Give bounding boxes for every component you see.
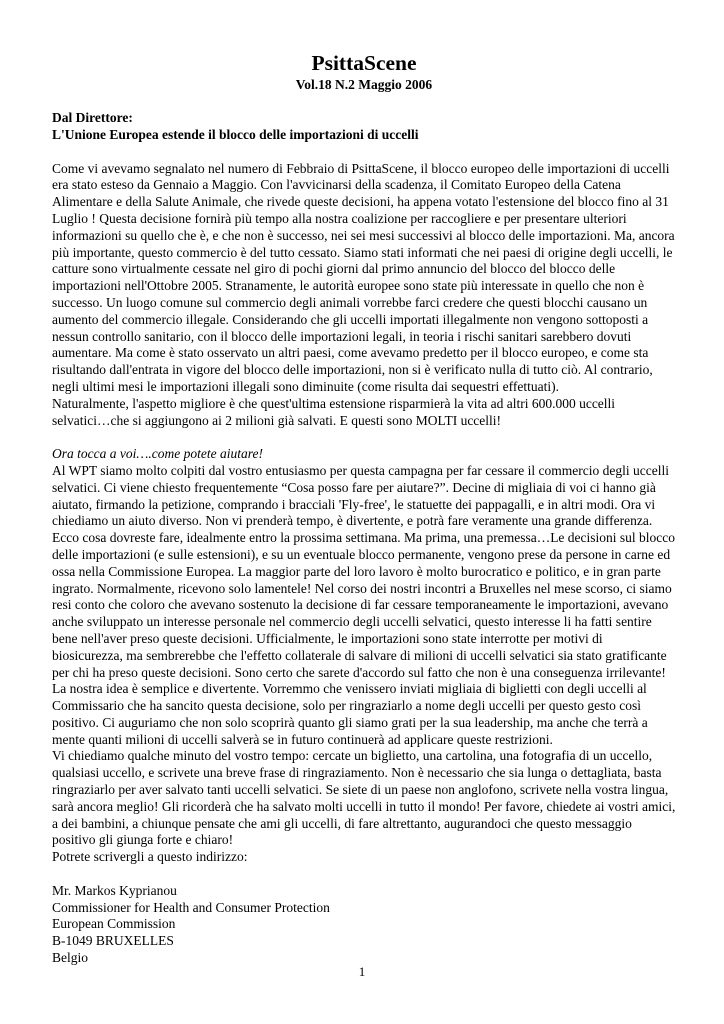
- address-line: Mr. Markos Kyprianou: [52, 882, 177, 898]
- address-line: B-1049 BRUXELLES: [52, 933, 174, 949]
- body-paragraph: Potrete scrivergli a questo indirizzo:: [52, 849, 248, 865]
- publication-title: PsittaScene: [311, 51, 417, 75]
- mailing-address: [52, 883, 676, 967]
- body-paragraph: Come vi avevamo segnalato nel numero di Febbraio di PsittaScene, il blocco europeo delle importazioni di uccelli era stato esteso da Gennaio a Maggio. Con l'avvicinarsi della scadenza, il Comitato Europeo della Catena Alimentare e della Salute Animale, che rivede queste decisioni, ha appena votato l'estensione del blocco fino al 31 Luglio ! Questa decisione fornirà più tempo alla nostra coalizione per raccogliere e per presentare ulteriori informazioni su quello che è, e che non è successo, nei sei mesi successivi al blocco delle importazioni. Ma, ancora più importante, questo commercio è del tutto cessato. Siamo stati informati che nei paesi di origine degli uccelli, le catture sono virtualmente cessate nel giro di pochi giorni dal primo annuncio del blocco del blocco delle importazioni nell'Ottobre 2005. Stranamente, le autorità europee sono state più interessate in quello che non è successo. Un luogo comune sul commercio degli animali vorrebbe farci credere che questi blocchi causano un aumento del commercio illegale. Considerando che gli uccelli importati illegalmente non vengono sottoposti a nessun controllo sanitario, con il blocco delle importazioni legali, in teoria i rischi sanitari sarebbero dovuti aumentare. Ma come è stato osservato un altri paesi, come avevamo predetto per il blocco europeo, e come sta risultando dall'entrata in vigore del blocco delle importazioni, non si è verificato nulla di tutto ciò. Al contrario, negli ultimi mesi le importazioni illegali sono diminuite (come risulta dai sequestri effettuati).: [52, 160, 675, 394]
- address-line: Commissioner for Health and Consumer Protection: [52, 899, 330, 915]
- document-page: [52, 50, 676, 967]
- body-paragraph: Vi chiediamo qualche minuto del vostro tempo: cercate un biglietto, una cartolina, una fotografia di un uccello, qualsiasi uccello, e scrivete una breve frase di ringraziamento. Non è necessario che sia lunga o dettagliata, basta ringraziarlo per aver salvato tanti uccelli selvatici. Se siete di un paese non anglofono, scrivete nella vostra lingua, sarà ancora meglio! Gli ricorderà che ha salvato molti uccelli in tutto il mondo! Per favore, chiedete ai vostri amici, a dei bambini, a chiunque pensate che ami gli uccelli, di fare altrettanto, augurandoci che questo messaggio positivo gli giunga forte e chiaro!: [52, 748, 676, 848]
- body-paragraph: Al WPT siamo molto colpiti dal vostro entusiasmo per questa campagna per far cessare il commercio degli uccelli selvatici. Ci viene chiesto frequentemente “Cosa posso fare per aiutare?”. Decine di migliaia di voi ci hanno già aiutato, firmando la petizione, comprando i bracciali 'Fly-free', le statuette dei pappagalli, e in altri modi. Ora vi chiediamo un aiuto diverso. Non vi prenderà tempo, è divertente, e potrà fare veramente una grande differenza. Ecco cosa dovreste fare, idealmente entro la prossima settimana. Ma prima, una premessa…Le decisioni sul blocco delle importazioni (e sulle estensioni), e su un eventuale blocco permanente, vengono prese da persone in carne ed ossa nella Commissione Europea. La maggior parte del loro lavoro è molto burocratico e politico, e in gran parte ingrato. Normalmente, ricevono solo lamentele! Nel corso dei nostri incontri a Bruxelles nel mese scorso, ci siamo resi conto che coloro che avevano sostenuto la decisione di far cessare temporaneamente le importazioni, avevano anche sviluppato un interesse personale nel commercio degli uccelli selvatici, questo interesse li ha fatti sentire bene nell'aver preso queste decisioni. Ufficialmente, le importazioni sono state interrotte per motivi di biosicurezza, ma sembrerebbe che l'effetto collaterale di salvare di milioni di uccelli selvatici sia stato gratificante per chi ha preso queste decisioni. Sono certo che sarete d'accordo sul fatto che non è una conseguenza irrilevante!: [52, 462, 676, 680]
- issue-line: Vol.18 N.2 Maggio 2006: [295, 77, 433, 92]
- article-headline: L'Unione Europea estende il blocco delle importazioni di uccelli: [52, 126, 419, 142]
- address-line: Belgio: [52, 950, 88, 966]
- section-title: Ora tocca a voi….come potete aiutare!: [52, 446, 263, 462]
- article-from: Dal Direttore:: [52, 110, 133, 125]
- body-paragraph: Naturalmente, l'aspetto migliore è che quest'ultima estensione risparmierà la vita ad altri 600.000 uccelli selvatici…che si aggiungono ai 2 milioni già salvati. E questi sono MOLTI uccelli!: [52, 395, 616, 428]
- page-number: 1: [358, 964, 366, 979]
- body-paragraph: La nostra idea è semplice e divertente. Vorremmo che venissero inviati migliaia di biglietti con degli uccelli al Commissario che ha sancito questa decisione, solo per ringraziarlo a nome degli uccelli per questo gesto così positivo. Ci auguriamo che non solo scoprirà quanto gli siamo grati per la sua leadership, ma anche che terrà a mente quanti milioni di uccelli salverà se in futuro continuerà ad applicare queste restrizioni.: [52, 681, 648, 747]
- address-line: European Commission: [52, 916, 176, 932]
